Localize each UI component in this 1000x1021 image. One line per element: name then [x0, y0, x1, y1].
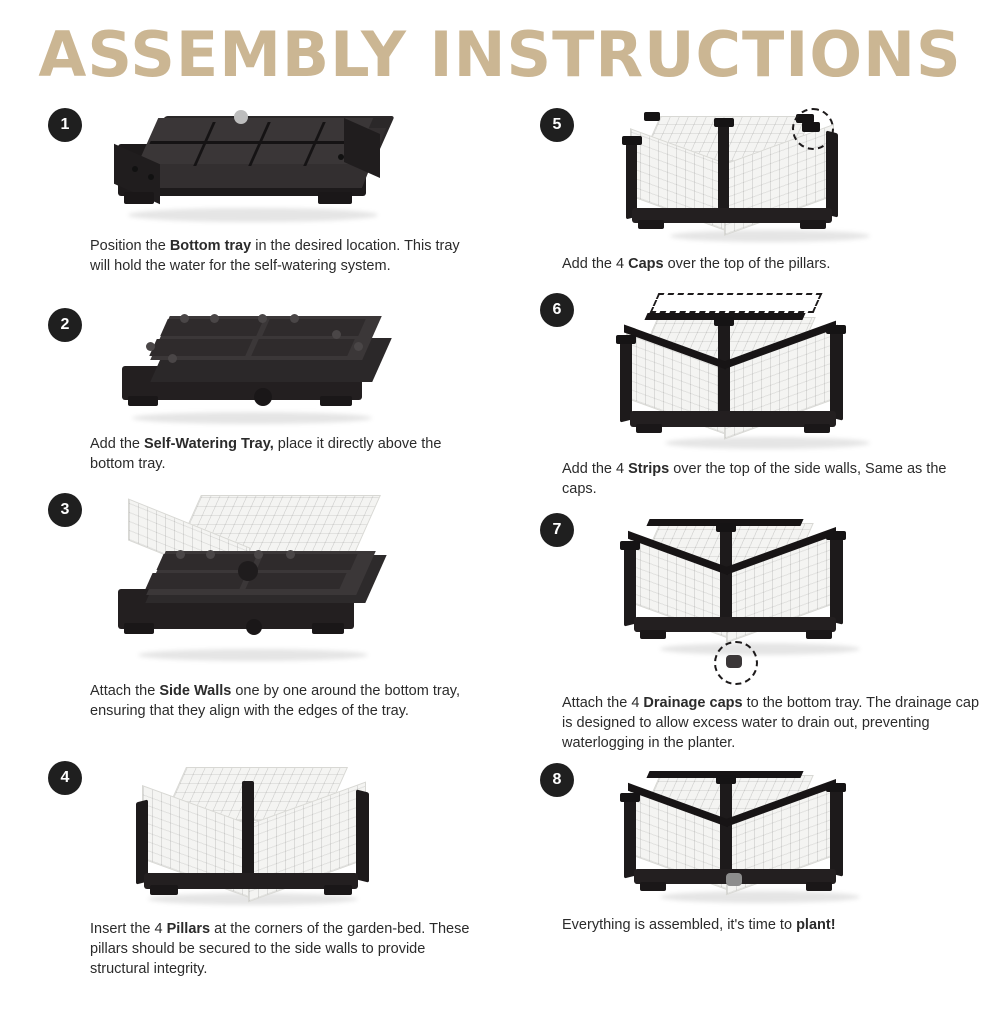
drainage-cap: [726, 873, 742, 886]
step-8: [540, 763, 1000, 953]
step-number-badge: 2: [48, 308, 82, 342]
step-caption: Add the Self-Watering Tray, place it directly above the bottom tray.: [90, 436, 442, 472]
illustration-strips: [620, 293, 940, 453]
illustration-side-walls: [98, 493, 418, 673]
step-caption: Attach the 4 Drainage caps to the bottom tray. The drainage cap is designed to allow excess water to drain out, preventing waterlogging in the planter.: [562, 695, 980, 751]
step-caption: Add the 4 Strips over the top of the side walls, Same as the caps.: [562, 461, 947, 497]
step-caption: Position the Bottom tray in the desired location. This tray will hold the water for the self-watering system.: [90, 238, 460, 274]
page-title: ASSEMBLY INSTRUCTIONS: [38, 18, 962, 91]
step-caption: Insert the 4 Pillars at the corners of the garden-bed. These pillars should be secured to the side walls to provide structural integrity.: [90, 921, 470, 977]
step-number-badge: 7: [540, 513, 574, 547]
step-3: [48, 493, 518, 751]
illustration-caps: [630, 108, 950, 248]
step-caption: Add the 4 Caps over the top of the pillars.: [562, 256, 831, 272]
step-number-badge: 8: [540, 763, 574, 797]
step-5: [540, 108, 1000, 283]
illustration-bottom-tray: [108, 108, 408, 228]
highlight-strip-rect: [650, 293, 823, 313]
illustration-pillars: [98, 761, 418, 911]
step-4: [48, 761, 518, 1011]
step-1: [48, 108, 518, 298]
step-2: [48, 308, 518, 483]
step-7: [540, 513, 1000, 753]
step-6: [540, 293, 1000, 503]
illustration-drainage-caps: [630, 513, 950, 681]
illustration-self-watering-tray: [108, 308, 408, 428]
step-number-badge: 4: [48, 761, 82, 795]
steps-column-left: [48, 108, 518, 1021]
step-number-badge: 1: [48, 108, 82, 142]
illustration-finished-planter: [630, 763, 950, 903]
step-number-badge: 6: [540, 293, 574, 327]
step-caption: Attach the Side Walls one by one around the bottom tray, ensuring that they align with the edges of the tray.: [90, 683, 460, 719]
step-caption: Everything is assembled, it's time to plant!: [562, 917, 836, 933]
steps-column-right: [540, 108, 1000, 963]
step-number-badge: 3: [48, 493, 82, 527]
step-number-badge: 5: [540, 108, 574, 142]
